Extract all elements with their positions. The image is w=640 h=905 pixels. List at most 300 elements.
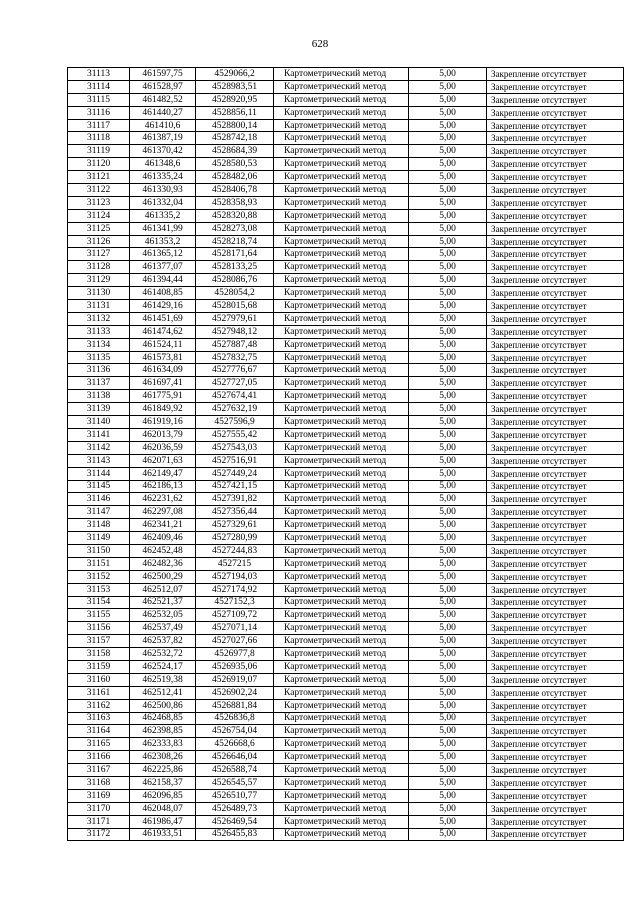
x-coordinate-cell: 461573,81 bbox=[130, 351, 196, 364]
y-coordinate-cell: 4526919,07 bbox=[196, 673, 274, 686]
point-number-cell: 31121 bbox=[68, 171, 130, 184]
table-row bbox=[68, 570, 624, 583]
method-cell: Картометрический метод bbox=[274, 158, 409, 171]
y-coordinate-cell: 4527555,42 bbox=[196, 428, 274, 441]
fixation-cell: Закрепление отсутствует bbox=[487, 209, 624, 222]
y-coordinate-cell: 4526588,74 bbox=[196, 764, 274, 777]
accuracy-cell: 5,00 bbox=[409, 312, 487, 325]
fixation-cell: Закрепление отсутствует bbox=[487, 390, 624, 403]
table-row bbox=[68, 351, 624, 364]
accuracy-cell: 5,00 bbox=[409, 802, 487, 815]
y-coordinate-cell: 4527596,9 bbox=[196, 416, 274, 429]
method-cell: Картометрический метод bbox=[274, 390, 409, 403]
y-coordinate-cell: 4528406,78 bbox=[196, 184, 274, 197]
y-coordinate-cell: 4528580,53 bbox=[196, 158, 274, 171]
method-cell: Картометрический метод bbox=[274, 609, 409, 622]
point-number-cell: 31136 bbox=[68, 364, 130, 377]
fixation-cell: Закрепление отсутствует bbox=[487, 119, 624, 132]
point-number-cell: 31167 bbox=[68, 764, 130, 777]
table-row bbox=[68, 596, 624, 609]
fixation-cell: Закрепление отсутствует bbox=[487, 287, 624, 300]
method-cell: Картометрический метод bbox=[274, 377, 409, 390]
y-coordinate-cell: 4528273,08 bbox=[196, 222, 274, 235]
method-cell: Картометрический метод bbox=[274, 364, 409, 377]
table-row bbox=[68, 145, 624, 158]
fixation-cell: Закрепление отсутствует bbox=[487, 686, 624, 699]
table-row bbox=[68, 815, 624, 828]
point-number-cell: 31138 bbox=[68, 390, 130, 403]
x-coordinate-cell: 461353,2 bbox=[130, 235, 196, 248]
x-coordinate-cell: 461474,62 bbox=[130, 325, 196, 338]
table-row bbox=[68, 171, 624, 184]
y-coordinate-cell: 4527516,91 bbox=[196, 454, 274, 467]
table-row bbox=[68, 428, 624, 441]
method-cell: Картометрический метод bbox=[274, 712, 409, 725]
x-coordinate-cell: 461482,52 bbox=[130, 93, 196, 106]
table-row bbox=[68, 751, 624, 764]
table-row bbox=[68, 158, 624, 171]
point-number-cell: 31122 bbox=[68, 184, 130, 197]
accuracy-cell: 5,00 bbox=[409, 119, 487, 132]
accuracy-cell: 5,00 bbox=[409, 609, 487, 622]
method-cell: Картометрический метод bbox=[274, 738, 409, 751]
point-number-cell: 31166 bbox=[68, 751, 130, 764]
accuracy-cell: 5,00 bbox=[409, 583, 487, 596]
y-coordinate-cell: 4527776,67 bbox=[196, 364, 274, 377]
fixation-cell: Закрепление отсутствует bbox=[487, 544, 624, 557]
y-coordinate-cell: 4528320,88 bbox=[196, 209, 274, 222]
x-coordinate-cell: 461933,51 bbox=[130, 828, 196, 841]
y-coordinate-cell: 4527071,14 bbox=[196, 622, 274, 635]
point-number-cell: 31131 bbox=[68, 300, 130, 313]
x-coordinate-cell: 461408,85 bbox=[130, 287, 196, 300]
point-number-cell: 31124 bbox=[68, 209, 130, 222]
method-cell: Картометрический метод bbox=[274, 145, 409, 158]
method-cell: Картометрический метод bbox=[274, 248, 409, 261]
fixation-cell: Закрепление отсутствует bbox=[487, 403, 624, 416]
x-coordinate-cell: 462537,49 bbox=[130, 622, 196, 635]
x-coordinate-cell: 462500,86 bbox=[130, 699, 196, 712]
accuracy-cell: 5,00 bbox=[409, 93, 487, 106]
method-cell: Картометрический метод bbox=[274, 635, 409, 648]
method-cell: Картометрический метод bbox=[274, 725, 409, 738]
y-coordinate-cell: 4526545,57 bbox=[196, 776, 274, 789]
accuracy-cell: 5,00 bbox=[409, 441, 487, 454]
table-row bbox=[68, 699, 624, 712]
y-coordinate-cell: 4527632,19 bbox=[196, 403, 274, 416]
point-number-cell: 31142 bbox=[68, 441, 130, 454]
table-row bbox=[68, 493, 624, 506]
x-coordinate-cell: 461394,44 bbox=[130, 274, 196, 287]
accuracy-cell: 5,00 bbox=[409, 68, 487, 81]
point-number-cell: 31134 bbox=[68, 338, 130, 351]
accuracy-cell: 5,00 bbox=[409, 725, 487, 738]
table-row bbox=[68, 403, 624, 416]
accuracy-cell: 5,00 bbox=[409, 325, 487, 338]
method-cell: Картометрический метод bbox=[274, 467, 409, 480]
method-cell: Картометрический метод bbox=[274, 287, 409, 300]
table-row bbox=[68, 802, 624, 815]
y-coordinate-cell: 4528015,68 bbox=[196, 300, 274, 313]
method-cell: Картометрический метод bbox=[274, 325, 409, 338]
accuracy-cell: 5,00 bbox=[409, 532, 487, 545]
fixation-cell: Закрепление отсутствует bbox=[487, 416, 624, 429]
method-cell: Картометрический метод bbox=[274, 68, 409, 81]
x-coordinate-cell: 461919,16 bbox=[130, 416, 196, 429]
fixation-cell: Закрепление отсутствует bbox=[487, 764, 624, 777]
method-cell: Картометрический метод bbox=[274, 312, 409, 325]
method-cell: Картометрический метод bbox=[274, 764, 409, 777]
method-cell: Картометрический метод bbox=[274, 493, 409, 506]
table-row bbox=[68, 416, 624, 429]
fixation-cell: Закрепление отсутствует bbox=[487, 312, 624, 325]
method-cell: Картометрический метод bbox=[274, 80, 409, 93]
table-row bbox=[68, 222, 624, 235]
point-number-cell: 31149 bbox=[68, 532, 130, 545]
method-cell: Картометрический метод bbox=[274, 583, 409, 596]
accuracy-cell: 5,00 bbox=[409, 738, 487, 751]
accuracy-cell: 5,00 bbox=[409, 828, 487, 841]
fixation-cell: Закрепление отсутствует bbox=[487, 699, 624, 712]
point-number-cell: 31161 bbox=[68, 686, 130, 699]
fixation-cell: Закрепление отсутствует bbox=[487, 480, 624, 493]
fixation-cell: Закрепление отсутствует bbox=[487, 828, 624, 841]
x-coordinate-cell: 462409,46 bbox=[130, 532, 196, 545]
y-coordinate-cell: 4528086,76 bbox=[196, 274, 274, 287]
accuracy-cell: 5,00 bbox=[409, 171, 487, 184]
fixation-cell: Закрепление отсутствует bbox=[487, 776, 624, 789]
x-coordinate-cell: 461697,41 bbox=[130, 377, 196, 390]
table-row bbox=[68, 209, 624, 222]
x-coordinate-cell: 462524,17 bbox=[130, 660, 196, 673]
point-number-cell: 31123 bbox=[68, 196, 130, 209]
point-number-cell: 31143 bbox=[68, 454, 130, 467]
table-row bbox=[68, 364, 624, 377]
table-row bbox=[68, 248, 624, 261]
accuracy-cell: 5,00 bbox=[409, 570, 487, 583]
method-cell: Картометрический метод bbox=[274, 596, 409, 609]
accuracy-cell: 5,00 bbox=[409, 506, 487, 519]
method-cell: Картометрический метод bbox=[274, 815, 409, 828]
method-cell: Картометрический метод bbox=[274, 570, 409, 583]
point-number-cell: 31170 bbox=[68, 802, 130, 815]
accuracy-cell: 5,00 bbox=[409, 776, 487, 789]
fixation-cell: Закрепление отсутствует bbox=[487, 751, 624, 764]
x-coordinate-cell: 461775,91 bbox=[130, 390, 196, 403]
x-coordinate-cell: 462308,26 bbox=[130, 751, 196, 764]
point-number-cell: 31156 bbox=[68, 622, 130, 635]
method-cell: Картометрический метод bbox=[274, 261, 409, 274]
method-cell: Картометрический метод bbox=[274, 403, 409, 416]
accuracy-cell: 5,00 bbox=[409, 815, 487, 828]
table-row bbox=[68, 325, 624, 338]
y-coordinate-cell: 4529066,2 bbox=[196, 68, 274, 81]
fixation-cell: Закрепление отсутствует bbox=[487, 815, 624, 828]
method-cell: Картометрический метод bbox=[274, 222, 409, 235]
y-coordinate-cell: 4526489,73 bbox=[196, 802, 274, 815]
table-row bbox=[68, 609, 624, 622]
method-cell: Картометрический метод bbox=[274, 209, 409, 222]
method-cell: Картометрический метод bbox=[274, 196, 409, 209]
accuracy-cell: 5,00 bbox=[409, 712, 487, 725]
y-coordinate-cell: 4527887,48 bbox=[196, 338, 274, 351]
y-coordinate-cell: 4527152,3 bbox=[196, 596, 274, 609]
x-coordinate-cell: 462149,47 bbox=[130, 467, 196, 480]
fixation-cell: Закрепление отсутствует bbox=[487, 789, 624, 802]
x-coordinate-cell: 462225,86 bbox=[130, 764, 196, 777]
table-row bbox=[68, 235, 624, 248]
y-coordinate-cell: 4527421,15 bbox=[196, 480, 274, 493]
x-coordinate-cell: 462532,05 bbox=[130, 609, 196, 622]
method-cell: Картометрический метод bbox=[274, 828, 409, 841]
point-number-cell: 31128 bbox=[68, 261, 130, 274]
accuracy-cell: 5,00 bbox=[409, 751, 487, 764]
method-cell: Картометрический метод bbox=[274, 171, 409, 184]
y-coordinate-cell: 4527280,99 bbox=[196, 532, 274, 545]
y-coordinate-cell: 4528054,2 bbox=[196, 287, 274, 300]
accuracy-cell: 5,00 bbox=[409, 106, 487, 119]
method-cell: Картометрический метод bbox=[274, 338, 409, 351]
y-coordinate-cell: 4526510,77 bbox=[196, 789, 274, 802]
y-coordinate-cell: 4527979,61 bbox=[196, 312, 274, 325]
x-coordinate-cell: 461330,93 bbox=[130, 184, 196, 197]
x-coordinate-cell: 461597,75 bbox=[130, 68, 196, 81]
fixation-cell: Закрепление отсутствует bbox=[487, 441, 624, 454]
accuracy-cell: 5,00 bbox=[409, 158, 487, 171]
fixation-cell: Закрепление отсутствует bbox=[487, 338, 624, 351]
accuracy-cell: 5,00 bbox=[409, 467, 487, 480]
method-cell: Картометрический метод bbox=[274, 506, 409, 519]
x-coordinate-cell: 462512,07 bbox=[130, 583, 196, 596]
method-cell: Картометрический метод bbox=[274, 235, 409, 248]
point-number-cell: 31120 bbox=[68, 158, 130, 171]
x-coordinate-cell: 462071,63 bbox=[130, 454, 196, 467]
y-coordinate-cell: 4526935,06 bbox=[196, 660, 274, 673]
x-coordinate-cell: 462521,37 bbox=[130, 596, 196, 609]
fixation-cell: Закрепление отсутствует bbox=[487, 493, 624, 506]
point-number-cell: 31118 bbox=[68, 132, 130, 145]
y-coordinate-cell: 4527832,75 bbox=[196, 351, 274, 364]
x-coordinate-cell: 462297,08 bbox=[130, 506, 196, 519]
table-row bbox=[68, 660, 624, 673]
method-cell: Картометрический метод bbox=[274, 93, 409, 106]
x-coordinate-cell: 461849,92 bbox=[130, 403, 196, 416]
y-coordinate-cell: 4527329,61 bbox=[196, 519, 274, 532]
method-cell: Картометрический метод bbox=[274, 416, 409, 429]
table-row bbox=[68, 312, 624, 325]
point-number-cell: 31117 bbox=[68, 119, 130, 132]
page-number: 628 bbox=[311, 38, 329, 50]
coordinates-table bbox=[67, 67, 624, 841]
point-number-cell: 31113 bbox=[68, 68, 130, 81]
method-cell: Картометрический метод bbox=[274, 544, 409, 557]
point-number-cell: 31125 bbox=[68, 222, 130, 235]
method-cell: Картометрический метод bbox=[274, 184, 409, 197]
point-number-cell: 31158 bbox=[68, 648, 130, 661]
method-cell: Картометрический метод bbox=[274, 454, 409, 467]
y-coordinate-cell: 4528920,95 bbox=[196, 93, 274, 106]
point-number-cell: 31168 bbox=[68, 776, 130, 789]
fixation-cell: Закрепление отсутствует bbox=[487, 68, 624, 81]
fixation-cell: Закрепление отсутствует bbox=[487, 184, 624, 197]
fixation-cell: Закрепление отсутствует bbox=[487, 725, 624, 738]
y-coordinate-cell: 4526469,54 bbox=[196, 815, 274, 828]
table-row bbox=[68, 686, 624, 699]
fixation-cell: Закрепление отсутствует bbox=[487, 248, 624, 261]
point-number-cell: 31116 bbox=[68, 106, 130, 119]
method-cell: Картометрический метод bbox=[274, 699, 409, 712]
x-coordinate-cell: 461524,11 bbox=[130, 338, 196, 351]
table-row bbox=[68, 712, 624, 725]
x-coordinate-cell: 461332,04 bbox=[130, 196, 196, 209]
accuracy-cell: 5,00 bbox=[409, 261, 487, 274]
point-number-cell: 31152 bbox=[68, 570, 130, 583]
fixation-cell: Закрепление отсутствует bbox=[487, 171, 624, 184]
point-number-cell: 31141 bbox=[68, 428, 130, 441]
point-number-cell: 31154 bbox=[68, 596, 130, 609]
accuracy-cell: 5,00 bbox=[409, 648, 487, 661]
point-number-cell: 31133 bbox=[68, 325, 130, 338]
fixation-cell: Закрепление отсутствует bbox=[487, 93, 624, 106]
y-coordinate-cell: 4528800,14 bbox=[196, 119, 274, 132]
method-cell: Картометрический метод bbox=[274, 274, 409, 287]
fixation-cell: Закрепление отсутствует bbox=[487, 802, 624, 815]
table-row bbox=[68, 519, 624, 532]
method-cell: Картометрический метод bbox=[274, 106, 409, 119]
fixation-cell: Закрепление отсутствует bbox=[487, 235, 624, 248]
point-number-cell: 31137 bbox=[68, 377, 130, 390]
table-row bbox=[68, 300, 624, 313]
y-coordinate-cell: 4528482,06 bbox=[196, 171, 274, 184]
table-row bbox=[68, 738, 624, 751]
table-row bbox=[68, 454, 624, 467]
point-number-cell: 31127 bbox=[68, 248, 130, 261]
table-row bbox=[68, 506, 624, 519]
table-row bbox=[68, 287, 624, 300]
accuracy-cell: 5,00 bbox=[409, 209, 487, 222]
accuracy-cell: 5,00 bbox=[409, 686, 487, 699]
fixation-cell: Закрепление отсутствует bbox=[487, 222, 624, 235]
fixation-cell: Закрепление отсутствует bbox=[487, 261, 624, 274]
point-number-cell: 31114 bbox=[68, 80, 130, 93]
y-coordinate-cell: 4527027,66 bbox=[196, 635, 274, 648]
x-coordinate-cell: 461365,12 bbox=[130, 248, 196, 261]
fixation-cell: Закрепление отсутствует bbox=[487, 635, 624, 648]
table-row bbox=[68, 764, 624, 777]
point-number-cell: 31164 bbox=[68, 725, 130, 738]
x-coordinate-cell: 462186,13 bbox=[130, 480, 196, 493]
table-row bbox=[68, 377, 624, 390]
fixation-cell: Закрепление отсутствует bbox=[487, 660, 624, 673]
accuracy-cell: 5,00 bbox=[409, 480, 487, 493]
x-coordinate-cell: 462482,36 bbox=[130, 557, 196, 570]
y-coordinate-cell: 4526836,8 bbox=[196, 712, 274, 725]
x-coordinate-cell: 462341,21 bbox=[130, 519, 196, 532]
table-row bbox=[68, 828, 624, 841]
fixation-cell: Закрепление отсутствует bbox=[487, 80, 624, 93]
table-row bbox=[68, 480, 624, 493]
table-row bbox=[68, 557, 624, 570]
table-row bbox=[68, 261, 624, 274]
point-number-cell: 31148 bbox=[68, 519, 130, 532]
point-number-cell: 31165 bbox=[68, 738, 130, 751]
x-coordinate-cell: 461348,6 bbox=[130, 158, 196, 171]
x-coordinate-cell: 461429,16 bbox=[130, 300, 196, 313]
accuracy-cell: 5,00 bbox=[409, 390, 487, 403]
x-coordinate-cell: 461341,99 bbox=[130, 222, 196, 235]
x-coordinate-cell: 461335,2 bbox=[130, 209, 196, 222]
x-coordinate-cell: 462537,82 bbox=[130, 635, 196, 648]
y-coordinate-cell: 4526668,6 bbox=[196, 738, 274, 751]
table-row bbox=[68, 80, 624, 93]
y-coordinate-cell: 4527194,03 bbox=[196, 570, 274, 583]
accuracy-cell: 5,00 bbox=[409, 184, 487, 197]
accuracy-cell: 5,00 bbox=[409, 274, 487, 287]
x-coordinate-cell: 461410,6 bbox=[130, 119, 196, 132]
y-coordinate-cell: 4527109,72 bbox=[196, 609, 274, 622]
table-row bbox=[68, 544, 624, 557]
table-row bbox=[68, 274, 624, 287]
x-coordinate-cell: 462512,41 bbox=[130, 686, 196, 699]
point-number-cell: 31129 bbox=[68, 274, 130, 287]
fixation-cell: Закрепление отсутствует bbox=[487, 609, 624, 622]
method-cell: Картометрический метод bbox=[274, 751, 409, 764]
accuracy-cell: 5,00 bbox=[409, 622, 487, 635]
y-coordinate-cell: 4527449,24 bbox=[196, 467, 274, 480]
accuracy-cell: 5,00 bbox=[409, 145, 487, 158]
fixation-cell: Закрепление отсутствует bbox=[487, 196, 624, 209]
y-coordinate-cell: 4527391,82 bbox=[196, 493, 274, 506]
table-row bbox=[68, 648, 624, 661]
x-coordinate-cell: 462036,59 bbox=[130, 441, 196, 454]
method-cell: Картометрический метод bbox=[274, 532, 409, 545]
table-row bbox=[68, 673, 624, 686]
fixation-cell: Закрепление отсутствует bbox=[487, 738, 624, 751]
fixation-cell: Закрепление отсутствует bbox=[487, 622, 624, 635]
method-cell: Картометрический метод bbox=[274, 622, 409, 635]
accuracy-cell: 5,00 bbox=[409, 493, 487, 506]
table-row bbox=[68, 93, 624, 106]
table-row bbox=[68, 119, 624, 132]
table-row bbox=[68, 196, 624, 209]
y-coordinate-cell: 4528358,93 bbox=[196, 196, 274, 209]
x-coordinate-cell: 462452,48 bbox=[130, 544, 196, 557]
point-number-cell: 31157 bbox=[68, 635, 130, 648]
method-cell: Картометрический метод bbox=[274, 132, 409, 145]
table-row bbox=[68, 441, 624, 454]
fixation-cell: Закрепление отсутствует bbox=[487, 648, 624, 661]
accuracy-cell: 5,00 bbox=[409, 544, 487, 557]
x-coordinate-cell: 462468,85 bbox=[130, 712, 196, 725]
fixation-cell: Закрепление отсутствует bbox=[487, 428, 624, 441]
y-coordinate-cell: 4528684,39 bbox=[196, 145, 274, 158]
point-number-cell: 31171 bbox=[68, 815, 130, 828]
x-coordinate-cell: 461370,42 bbox=[130, 145, 196, 158]
point-number-cell: 31119 bbox=[68, 145, 130, 158]
table-row bbox=[68, 532, 624, 545]
y-coordinate-cell: 4528856,11 bbox=[196, 106, 274, 119]
y-coordinate-cell: 4527674,41 bbox=[196, 390, 274, 403]
fixation-cell: Закрепление отсутствует bbox=[487, 300, 624, 313]
table-row bbox=[68, 467, 624, 480]
fixation-cell: Закрепление отсутствует bbox=[487, 570, 624, 583]
accuracy-cell: 5,00 bbox=[409, 635, 487, 648]
point-number-cell: 31155 bbox=[68, 609, 130, 622]
table-row bbox=[68, 622, 624, 635]
fixation-cell: Закрепление отсутствует bbox=[487, 519, 624, 532]
accuracy-cell: 5,00 bbox=[409, 673, 487, 686]
y-coordinate-cell: 4528742,18 bbox=[196, 132, 274, 145]
